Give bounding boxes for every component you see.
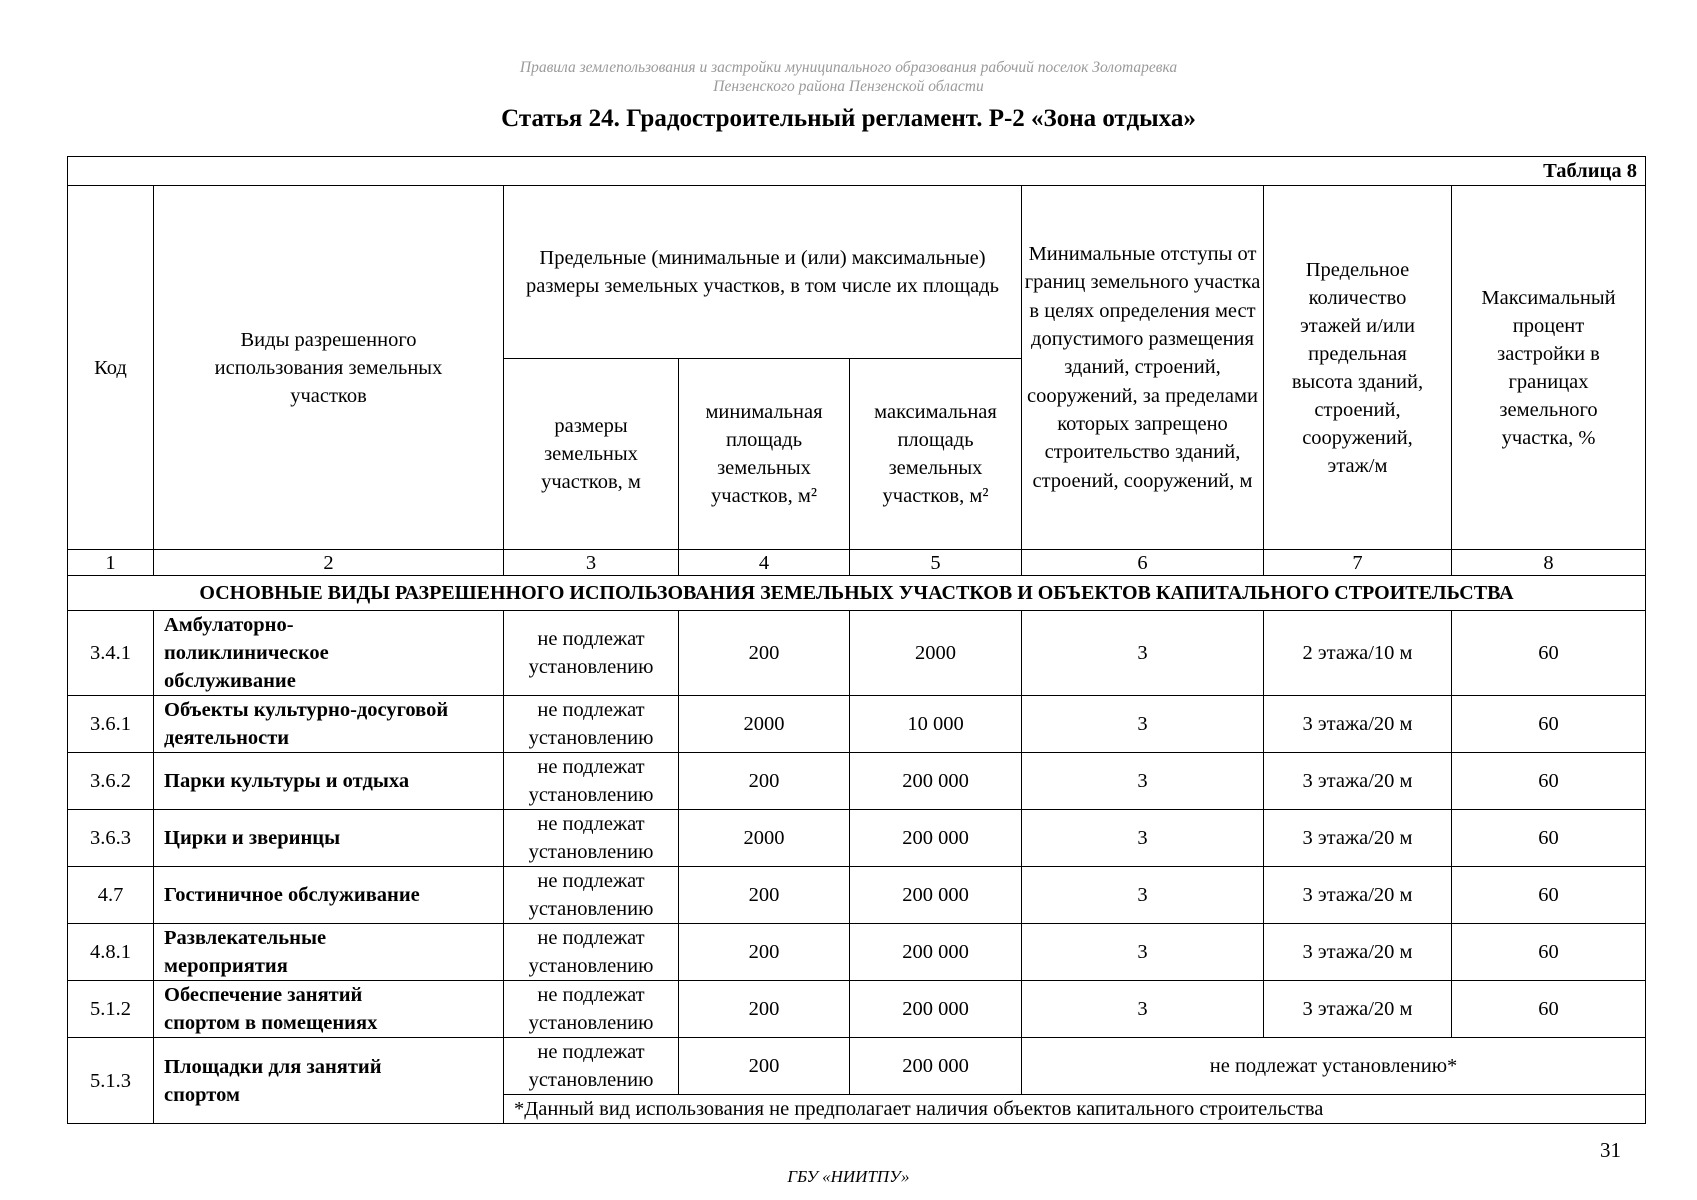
row-min-area: 200 <box>679 611 850 696</box>
row-name: Цирки и зверинцы <box>154 810 504 867</box>
regulation-table <box>67 156 1646 1124</box>
row-merged-value: не подлежат установлению* <box>1022 1038 1646 1095</box>
table-row <box>68 867 1646 924</box>
row-code: 4.7 <box>68 867 154 924</box>
row-sizes: не подлежат установлению <box>504 867 679 924</box>
row-code: 3.6.2 <box>68 753 154 810</box>
page-footer: ГБУ «НИИТПУ» <box>787 1167 910 1186</box>
row-sizes: не подлежат установлению <box>504 753 679 810</box>
row-setback: 3 <box>1022 810 1264 867</box>
column-header-floors: Предельное количество этажей и/или предельная высота зданий, строений, сооружений, этаж/м <box>1264 186 1452 550</box>
row-max-area: 200 000 <box>850 810 1022 867</box>
row-max-area: 200 000 <box>850 753 1022 810</box>
row-min-area: 2000 <box>679 810 850 867</box>
row-coverage: 60 <box>1452 611 1646 696</box>
row-sizes: не подлежат установлению <box>504 611 679 696</box>
row-coverage: 60 <box>1452 696 1646 753</box>
page-number: 31 <box>1600 1138 1621 1162</box>
column-header-types <box>154 186 504 550</box>
document-header <box>0 58 1697 96</box>
row-sizes: не подлежат установлению <box>504 924 679 981</box>
table-row <box>68 924 1646 981</box>
column-number: 5 <box>850 550 1022 576</box>
column-number: 1 <box>68 550 154 576</box>
header-line-1: Правила землепользования и застройки муниципального образования рабочий поселок Золотаревка <box>519 59 1178 76</box>
row-floors: 3 этажа/20 м <box>1264 810 1452 867</box>
row-max-area: 200 000 <box>850 867 1022 924</box>
column-number: 3 <box>504 550 679 576</box>
row-code: 5.1.3 <box>68 1038 154 1124</box>
row-setback: 3 <box>1022 696 1264 753</box>
row-min-area: 200 <box>679 981 850 1038</box>
table-row <box>68 696 1646 753</box>
row-max-area: 2000 <box>850 611 1022 696</box>
row-name: Парки культуры и отдыха <box>154 753 504 810</box>
row-floors: 2 этажа/10 м <box>1264 611 1452 696</box>
column-header-types-text: Виды разрешенного использования земельных участков <box>214 328 443 407</box>
column-number: 4 <box>679 550 850 576</box>
row-max-area: 200 000 <box>850 1038 1022 1095</box>
row-coverage: 60 <box>1452 981 1646 1038</box>
row-code: 3.6.1 <box>68 696 154 753</box>
table-row <box>68 810 1646 867</box>
row-floors: 3 этажа/20 м <box>1264 981 1452 1038</box>
row-name: Объекты культурно-досуговой деятельности <box>154 696 504 753</box>
row-floors: 3 этажа/20 м <box>1264 753 1452 810</box>
row-coverage: 60 <box>1452 810 1646 867</box>
column-header-setbacks: Минимальные отступы от границ земельного участка в целях определения мест допустимого размещения зданий, строений, сооружений, за пределами которых запрещено строительство зданий, строений, сооружений, м <box>1022 186 1264 550</box>
page-title: Статья 24. Градостроительный регламент. Р-2 «Зона отдыха» <box>501 105 1196 132</box>
header-line-2: Пензенского района Пензенской области <box>713 78 984 95</box>
row-max-area: 200 000 <box>850 924 1022 981</box>
row-coverage: 60 <box>1452 753 1646 810</box>
row-setback: 3 <box>1022 867 1264 924</box>
row-name: Амбулаторно-поликлиническое обслуживание <box>154 611 504 696</box>
row-floors: 3 этажа/20 м <box>1264 867 1452 924</box>
row-min-area: 200 <box>679 1038 850 1095</box>
table-row <box>68 611 1646 696</box>
row-floors: 3 этажа/20 м <box>1264 924 1452 981</box>
row-floors: 3 этажа/20 м <box>1264 696 1452 753</box>
column-number: 6 <box>1022 550 1264 576</box>
row-name: Обеспечение занятий спортом в помещениях <box>154 981 504 1038</box>
row-code: 5.1.2 <box>68 981 154 1038</box>
row-name: Площадки для занятий спортом <box>154 1038 504 1124</box>
column-header-coverage: Максимальный процент застройки в границах земельного участка, % <box>1452 186 1646 550</box>
table-row <box>68 981 1646 1038</box>
table-caption: Таблица 8 <box>68 157 1646 186</box>
row-setback: 3 <box>1022 753 1264 810</box>
column-header-sizes: размеры земельных участков, м <box>504 359 679 550</box>
column-header-min-area: минимальная площадь земельных участков, м² <box>679 359 850 550</box>
column-header-limits-group-text: Предельные (минимальные и (или) максимальные) размеры земельных участков, в том числе их площадь <box>526 247 999 297</box>
row-coverage: 60 <box>1452 924 1646 981</box>
column-number: 7 <box>1264 550 1452 576</box>
row-code: 4.8.1 <box>68 924 154 981</box>
row-max-area: 10 000 <box>850 696 1022 753</box>
row-name: Развлекательные мероприятия <box>154 924 504 981</box>
row-min-area: 200 <box>679 753 850 810</box>
row-code: 3.6.3 <box>68 810 154 867</box>
row-sizes: не подлежат установлению <box>504 696 679 753</box>
row-max-area: 200 000 <box>850 981 1022 1038</box>
row-name: Гостиничное обслуживание <box>154 867 504 924</box>
row-min-area: 200 <box>679 924 850 981</box>
row-sizes: не подлежат установлению <box>504 810 679 867</box>
row-footnote: *Данный вид использования не предполагает наличия объектов капитального строительства <box>504 1095 1646 1124</box>
column-header-code: Код <box>68 186 154 550</box>
column-header-limits-group <box>504 186 1022 359</box>
row-code: 3.4.1 <box>68 611 154 696</box>
row-min-area: 2000 <box>679 696 850 753</box>
column-number: 2 <box>154 550 504 576</box>
table-row <box>68 753 1646 810</box>
row-setback: 3 <box>1022 981 1264 1038</box>
section-heading: ОСНОВНЫЕ ВИДЫ РАЗРЕШЕННОГО ИСПОЛЬЗОВАНИЯ ЗЕМЕЛЬНЫХ УЧАСТКОВ И ОБЪЕКТОВ КАПИТАЛЬНОГО СТРОИТЕЛЬСТВА <box>68 576 1646 611</box>
row-coverage: 60 <box>1452 867 1646 924</box>
table-row <box>68 1038 1646 1095</box>
column-number: 8 <box>1452 550 1646 576</box>
row-setback: 3 <box>1022 924 1264 981</box>
column-header-max-area: максимальная площадь земельных участков, м² <box>850 359 1022 550</box>
row-min-area: 200 <box>679 867 850 924</box>
row-setback: 3 <box>1022 611 1264 696</box>
row-sizes: не подлежат установлению <box>504 1038 679 1095</box>
row-sizes: не подлежат установлению <box>504 981 679 1038</box>
